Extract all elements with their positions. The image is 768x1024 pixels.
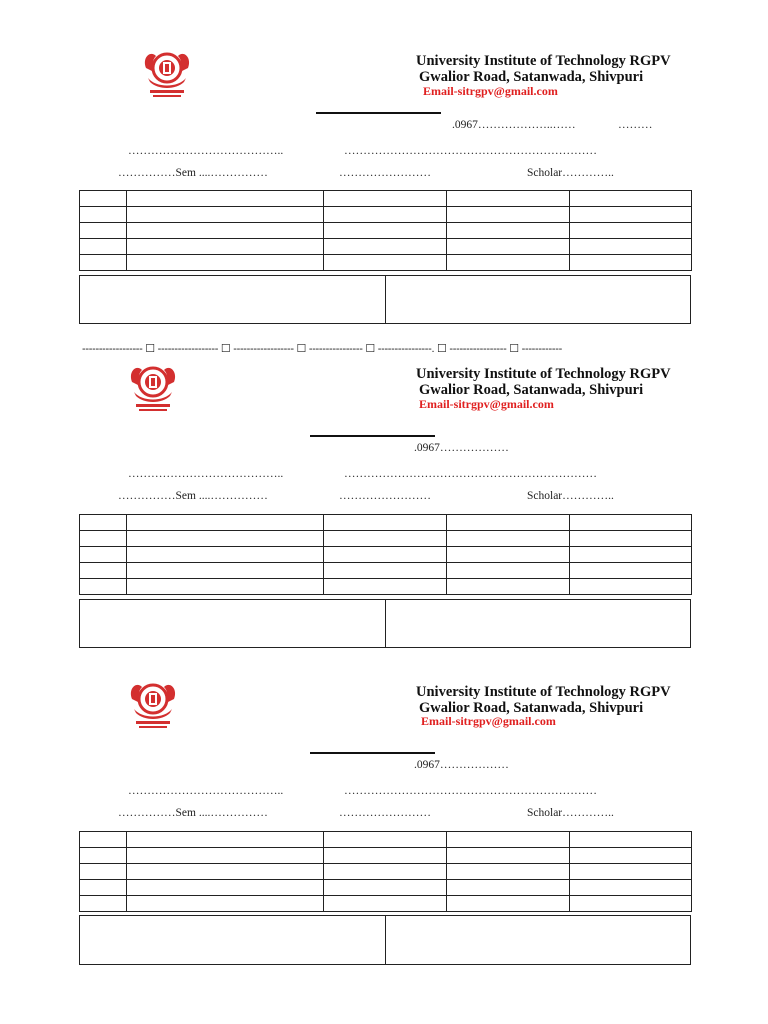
institute-name: University Institute of Technology RGPV (416, 684, 671, 700)
mid-field: …………………… (339, 807, 431, 819)
phone-field: .0967……………… (414, 442, 509, 454)
rgpv-logo-icon (136, 46, 198, 104)
table-row (80, 255, 692, 271)
table-row (80, 531, 692, 547)
sem-field: ……………Sem ....…………… (118, 167, 268, 179)
institute-name: University Institute of Technology RGPV (416, 366, 671, 382)
name-field: ………………………………….. (128, 785, 284, 797)
mid-field: …………………… (339, 490, 431, 502)
institute-address: Gwalior Road, Satanwada, Shivpuri (419, 382, 644, 398)
title-underline (310, 752, 435, 754)
name-field: ………………………………….. (128, 145, 284, 157)
title-underline (316, 112, 441, 114)
table-row (80, 848, 692, 864)
signature-box-right (386, 276, 690, 323)
phone-field: .0967………………..…… (452, 119, 576, 131)
table-row (80, 832, 692, 848)
cut-line: ------------------ ☐ ------------------ ☐ ------------------ ☐ ---------------- ☐ ----------------. ☐ ----------------- ☐ ------------ (82, 343, 562, 355)
institute-email: Email-sitrgpv@gmail.com (421, 714, 556, 728)
table-row (80, 880, 692, 896)
table-row (80, 515, 692, 531)
signature-box (79, 915, 691, 965)
table-row (80, 547, 692, 563)
mid-field: …………………… (339, 167, 431, 179)
sem-field: ……………Sem ....…………… (118, 807, 268, 819)
scholar-field: Scholar………….. (527, 490, 614, 502)
table-row (80, 864, 692, 880)
sem-field: ……………Sem ....…………… (118, 490, 268, 502)
phone-extra-field: ……… (618, 119, 653, 131)
table-row (80, 579, 692, 595)
table-row (80, 239, 692, 255)
signature-box-left (80, 916, 386, 964)
institute-email: Email-sitrgpv@gmail.com (423, 84, 558, 98)
table-row (80, 191, 692, 207)
subject-table (79, 514, 692, 595)
phone-field: .0967……………… (414, 759, 509, 771)
signature-box (79, 275, 691, 324)
name-field: ………………………………….. (128, 468, 284, 480)
institute-email: Email-sitrgpv@gmail.com (419, 397, 554, 411)
branch-field: ………………………………………………………… (344, 785, 597, 797)
institute-address: Gwalior Road, Satanwada, Shivpuri (419, 69, 644, 85)
subject-table (79, 831, 692, 912)
table-row (80, 896, 692, 912)
title-underline (310, 435, 435, 437)
signature-box (79, 599, 691, 648)
signature-box-right (386, 600, 690, 647)
branch-field: ………………………………………………………… (344, 145, 597, 157)
subject-table (79, 190, 692, 271)
signature-box-right (386, 916, 690, 964)
rgpv-logo-icon (122, 360, 184, 418)
table-row (80, 563, 692, 579)
table-row (80, 223, 692, 239)
table-row (80, 207, 692, 223)
institute-address: Gwalior Road, Satanwada, Shivpuri (419, 700, 644, 716)
scholar-field: Scholar………….. (527, 807, 614, 819)
branch-field: ………………………………………………………… (344, 468, 597, 480)
signature-box-left (80, 276, 386, 323)
signature-box-left (80, 600, 386, 647)
rgpv-logo-icon (122, 677, 184, 735)
institute-name: University Institute of Technology RGPV (416, 53, 671, 69)
scholar-field: Scholar………….. (527, 167, 614, 179)
